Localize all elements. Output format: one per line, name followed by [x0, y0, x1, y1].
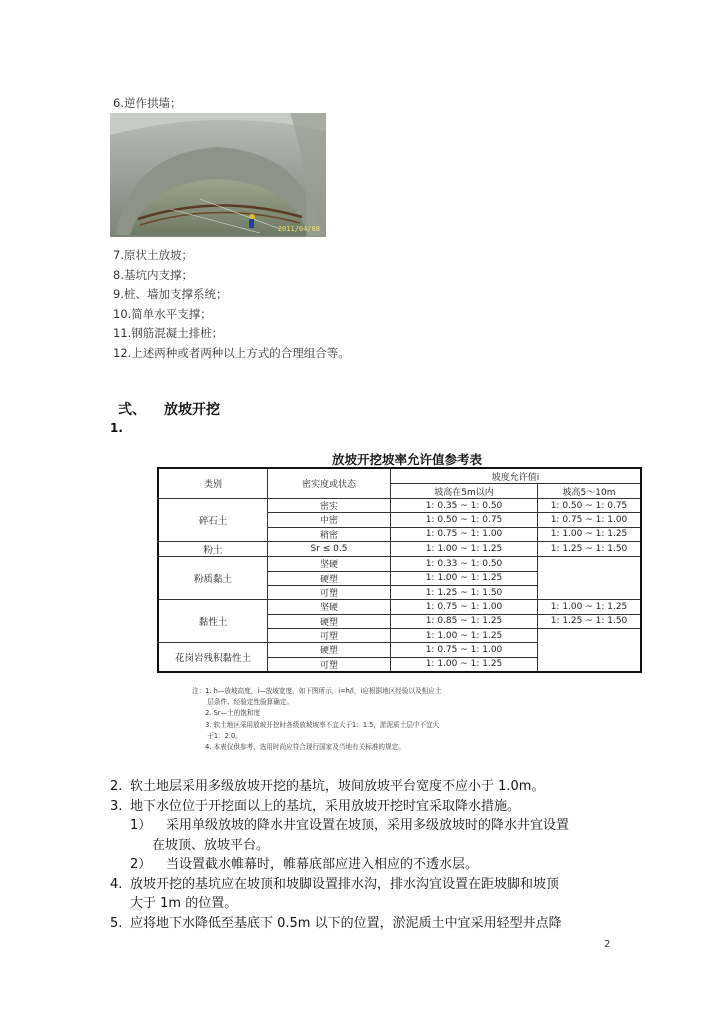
note-line: 3. 软土地区采用放坡开挖时各级放坡坡率不宜大于1：1.5，淤泥质土层中不宜大 — [192, 720, 440, 729]
note-line: 4. 本表仅供参考，选用时尚应符合现行国家及当地有关标准的规定。 — [192, 743, 405, 752]
header-category: 类别 — [158, 468, 268, 499]
list-item: 8.基坑内支撑； — [113, 267, 193, 282]
cell-value: 1: 0.75 ~ 1: 1.00 — [391, 600, 538, 614]
body-item-2 — [110, 777, 630, 797]
header-allow: 坡度允许值i — [391, 468, 642, 484]
cell-value: 1: 1.00 ~ 1: 1.25 — [391, 657, 538, 672]
cell-value: 1: 0.50 ~ 1: 0.75 — [538, 499, 642, 513]
cell-category: 黏性土 — [158, 600, 268, 643]
cell-state: 坚硬 — [268, 600, 391, 614]
construction-photo — [110, 113, 326, 237]
body-item-3 — [110, 797, 630, 817]
list-item: 12.上述两种或者两种以上方式的合理组合等。 — [113, 345, 350, 360]
method-list — [113, 246, 350, 363]
cell-value: 1: 1.25 ~ 1: 1.50 — [391, 585, 538, 599]
section-heading — [118, 399, 220, 419]
cell-category: 粉土 — [158, 541, 268, 556]
cell-value: 1: 0.50 ~ 1: 0.75 — [391, 513, 538, 527]
item-text: 放坡开挖的基坑应在坡顶和坡脚设置排水沟，排水沟宜设置在距坡脚和坡顶 — [130, 876, 560, 892]
cell-value: 1: 0.75 ~ 1: 1.00 — [391, 643, 538, 657]
cell-value: 1: 0.75 ~ 1: 1.00 — [538, 513, 642, 527]
cell-value-empty — [538, 628, 642, 672]
body-subitem-1-cont: 在坡顶、放坡平台。 — [152, 837, 270, 853]
note-line: 注：1. h—放坡高度，i—放坡宽度，如下图所示，i=h/l，i应根据地区经验以及相应土 — [192, 687, 442, 695]
list-item: 7.原状土放坡； — [113, 248, 193, 262]
cell-state: 坚硬 — [268, 557, 391, 571]
cell-state: 密实 — [268, 499, 391, 513]
item-number: 4. — [110, 876, 123, 892]
cell-category: 碎石土 — [158, 499, 268, 542]
cell-state: 可塑 — [268, 585, 391, 599]
cell-state: Sr ≤ 0.5 — [268, 541, 391, 556]
cell-state: 可塑 — [268, 628, 391, 642]
note-line: 2. Sr—土的饱和度 — [192, 709, 261, 718]
photo-illustration — [110, 113, 326, 237]
item-text: 软土地层采用多级放坡开挖的基坑，坡间放坡平台宽度不应小于 1.0m。 — [130, 779, 545, 794]
cell-state: 可塑 — [268, 657, 391, 672]
table-row — [158, 541, 641, 556]
page-number: 2 — [604, 939, 611, 950]
cell-state: 硬塑 — [268, 571, 391, 585]
body-item-5 — [110, 914, 630, 934]
body-subitem-2 — [110, 855, 630, 875]
cell-value: 1: 1.00 ~ 1: 1.25 — [538, 600, 642, 614]
body-item-4-cont: 大于 1m 的位置。 — [130, 896, 238, 911]
header-height-5m: 坡高在5m以内 — [391, 484, 538, 499]
subsection-number: 1. — [110, 421, 123, 435]
cell-value: 1: 1.00 ~ 1: 1.25 — [391, 628, 538, 642]
item-number: 2） — [130, 857, 152, 872]
item-number: 1） — [130, 818, 152, 833]
note-line: 于1：2.0。 — [192, 731, 242, 740]
slope-ratio-table — [157, 467, 642, 673]
table-row — [158, 499, 641, 513]
table-title: 放坡开挖坡率允许值参考表 — [332, 452, 483, 467]
table-row — [158, 600, 641, 614]
cell-value-empty — [538, 557, 642, 600]
table-row — [158, 557, 641, 571]
list-item-6: 6.逆作拱墙； — [113, 96, 182, 110]
cell-value: 1: 0.75 ~ 1: 1.00 — [391, 527, 538, 541]
cell-value: 1: 1.25 ~ 1: 1.50 — [538, 614, 642, 628]
body-list — [110, 777, 630, 933]
cell-state: 稍密 — [268, 527, 391, 541]
list-item: 10.简单水平支撑； — [113, 306, 212, 321]
header-height-5-10m: 坡高5～10m — [538, 484, 642, 499]
cell-category: 花岗岩残积黏性土 — [158, 643, 268, 672]
cell-value: 1: 0.35 ~ 1: 0.50 — [391, 499, 538, 513]
cell-value: 1: 1.00 ~ 1: 1.25 — [391, 571, 538, 585]
item-number: 2. — [110, 779, 123, 794]
cell-value: 1: 1.00 ~ 1: 1.25 — [391, 541, 538, 556]
item-number: 5. — [110, 915, 123, 931]
cell-state: 硬塑 — [268, 614, 391, 628]
list-item: 11.钢筋混凝土排桩； — [113, 326, 224, 340]
cell-category: 粉质黏土 — [158, 557, 268, 600]
table-notes — [192, 686, 441, 753]
section-number: 弍、 — [118, 402, 146, 418]
list-item: 9.桩、墙加支撑系统； — [113, 287, 228, 301]
cell-value: 1: 0.33 ~ 1: 0.50 — [391, 557, 538, 571]
cell-value: 1: 1.00 ~ 1: 1.25 — [538, 527, 642, 541]
cell-state: 中密 — [268, 513, 391, 527]
item-text: 应将地下水降低至基底下 0.5m 以下的位置，淤泥质土中宜采用轻型井点降 — [130, 915, 562, 931]
item-text: 采用单级放坡的降水井宜设置在坡顶，采用多级放坡时的降水井宜设置 — [166, 818, 570, 833]
item-number: 3. — [110, 798, 123, 814]
body-item-4 — [110, 875, 630, 895]
note-line: 层条件、经验定性验算确定。 — [192, 698, 294, 707]
cell-value: 1: 0.85 ~ 1: 1.25 — [391, 614, 538, 628]
item-text: 地下水位位于开挖面以上的基坑，采用放坡开挖时宜采取降水措施。 — [130, 798, 521, 814]
cell-state: 硬塑 — [268, 643, 391, 657]
item-text: 当设置截水帷幕时，帷幕底部应进入相应的不透水层。 — [166, 857, 479, 872]
body-subitem-1 — [110, 816, 630, 836]
photo-date-stamp: 2011/04/08 — [277, 225, 320, 233]
cell-value: 1: 1.25 ~ 1: 1.50 — [538, 541, 642, 556]
header-state: 密实度或状态 — [268, 468, 391, 499]
section-title: 放坡开挖 — [164, 402, 220, 418]
